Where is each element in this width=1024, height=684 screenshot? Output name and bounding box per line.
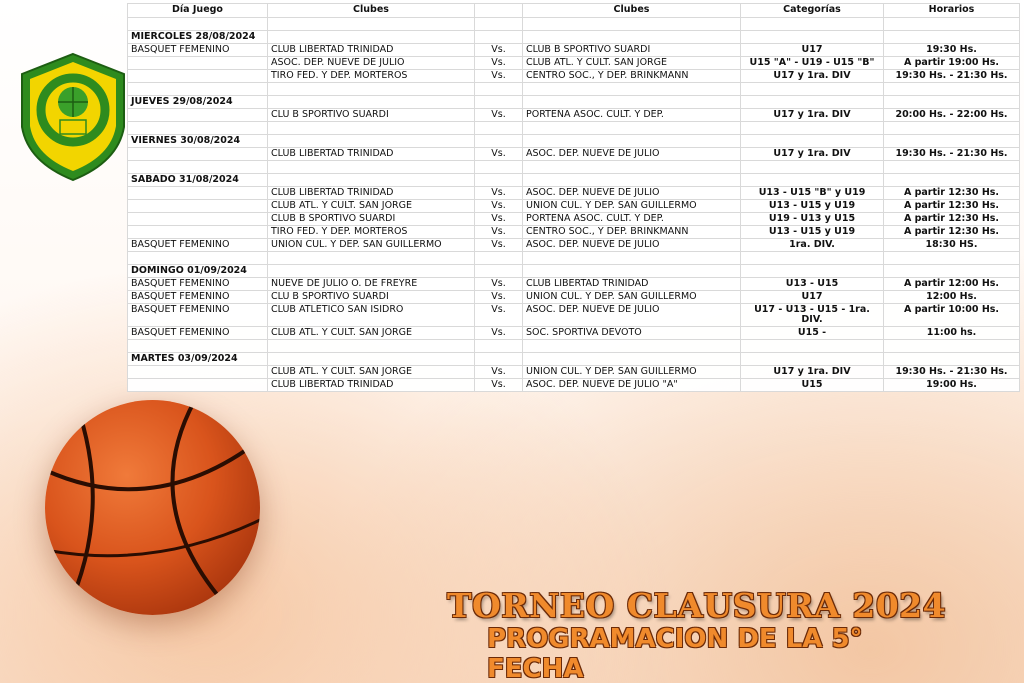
game-category-label: BASQUET FEMENINO <box>128 304 268 327</box>
away-club: CENTRO SOC., Y DEP. BRINKMANN <box>523 226 741 239</box>
home-club: TIRO FED. Y DEP. MORTEROS <box>268 226 475 239</box>
away-club: ASOC. DEP. NUEVE DE JULIO <box>523 187 741 200</box>
categories: U17 y 1ra. DIV <box>741 148 884 161</box>
empty-cell <box>475 174 523 187</box>
empty-cell <box>741 265 884 278</box>
home-club: CLUB LIBERTAD TRINIDAD <box>268 187 475 200</box>
versus-label: Vs. <box>475 379 523 392</box>
game-row <box>128 366 1020 379</box>
categories: U19 - U13 y U15 <box>741 213 884 226</box>
day-title: MARTES 03/09/2024 <box>128 353 268 366</box>
game-category-label <box>128 379 268 392</box>
game-category-label <box>128 148 268 161</box>
empty-cell <box>268 174 475 187</box>
categories: U15 - <box>741 327 884 340</box>
home-club: CLUB ATL. Y CULT. SAN JORGE <box>268 366 475 379</box>
round-subtitle: PROGRAMACION DE LA 5° FECHA <box>487 624 863 684</box>
day-header-row <box>128 174 1020 187</box>
game-category-label: BASQUET FEMENINO <box>128 278 268 291</box>
game-row <box>128 379 1020 392</box>
home-club: CLUB ATL. Y CULT. SAN JORGE <box>268 200 475 213</box>
versus-label: Vs. <box>475 109 523 122</box>
game-time: 19:30 Hs. - 21:30 Hs. <box>884 366 1020 379</box>
game-time: A partir 12:30 Hs. <box>884 226 1020 239</box>
away-club: UNION CUL. Y DEP. SAN GUILLERMO <box>523 291 741 304</box>
empty-cell <box>475 353 523 366</box>
game-row <box>128 327 1020 340</box>
game-row <box>128 109 1020 122</box>
empty-cell <box>741 31 884 44</box>
versus-label: Vs. <box>475 239 523 252</box>
game-time: 19:00 Hs. <box>884 379 1020 392</box>
empty-cell <box>268 31 475 44</box>
empty-cell <box>884 174 1020 187</box>
away-club: CENTRO SOC., Y DEP. BRINKMANN <box>523 70 741 83</box>
day-header-row <box>128 96 1020 109</box>
empty-cell <box>268 96 475 109</box>
versus-label: Vs. <box>475 200 523 213</box>
game-category-label <box>128 70 268 83</box>
categories: U17 y 1ra. DIV <box>741 366 884 379</box>
day-header-row <box>128 135 1020 148</box>
game-row <box>128 278 1020 291</box>
away-club: SOC. SPORTIVA DEVOTO <box>523 327 741 340</box>
header-clubes-local: Clubes <box>268 4 475 18</box>
categories: U17 - U13 - U15 - 1ra. DIV. <box>741 304 884 327</box>
game-category-label: BASQUET FEMENINO <box>128 291 268 304</box>
spacer-row <box>128 83 1020 96</box>
away-club: CLUB LIBERTAD TRINIDAD <box>523 278 741 291</box>
day-header-row <box>128 31 1020 44</box>
home-club: CLUB LIBERTAD TRINIDAD <box>268 44 475 57</box>
game-time: A partir 19:00 Hs. <box>884 57 1020 70</box>
day-title: DOMINGO 01/09/2024 <box>128 265 268 278</box>
away-club: CLUB B SPORTIVO SUARDI <box>523 44 741 57</box>
day-title: MIERCOLES 28/08/2024 <box>128 31 268 44</box>
versus-label: Vs. <box>475 148 523 161</box>
header-horarios: Horarios <box>884 4 1020 18</box>
away-club: ASOC. DEP. NUEVE DE JULIO <box>523 239 741 252</box>
empty-cell <box>523 353 741 366</box>
game-time: 19:30 Hs. - 21:30 Hs. <box>884 70 1020 83</box>
game-row <box>128 291 1020 304</box>
empty-cell <box>268 135 475 148</box>
association-logo <box>18 52 128 182</box>
empty-cell <box>884 31 1020 44</box>
game-row <box>128 187 1020 200</box>
home-club: TIRO FED. Y DEP. MORTEROS <box>268 70 475 83</box>
empty-cell <box>523 174 741 187</box>
categories: U13 - U15 y U19 <box>741 200 884 213</box>
versus-label: Vs. <box>475 366 523 379</box>
game-row <box>128 213 1020 226</box>
day-header-row <box>128 353 1020 366</box>
game-time: 20:00 Hs. - 22:00 Hs. <box>884 109 1020 122</box>
empty-cell <box>475 135 523 148</box>
game-time: A partir 12:30 Hs. <box>884 213 1020 226</box>
empty-cell <box>475 96 523 109</box>
versus-label: Vs. <box>475 57 523 70</box>
spacer-row <box>128 340 1020 353</box>
versus-label: Vs. <box>475 226 523 239</box>
categories: U13 - U15 <box>741 278 884 291</box>
day-title: JUEVES 29/08/2024 <box>128 96 268 109</box>
away-club: UNION CUL. Y DEP. SAN GUILLERMO <box>523 366 741 379</box>
home-club: CLUB LIBERTAD TRINIDAD <box>268 379 475 392</box>
home-club: NUEVE DE JULIO O. DE FREYRE <box>268 278 475 291</box>
categories: U15 "A" - U19 - U15 "B" <box>741 57 884 70</box>
away-club: CLUB ATL. Y CULT. SAN JORGE <box>523 57 741 70</box>
tournament-title: TORNEO CLAUSURA 2024 <box>447 586 947 625</box>
home-club: CLU B SPORTIVO SUARDI <box>268 109 475 122</box>
empty-cell <box>523 31 741 44</box>
away-club: PORTEÑA ASOC. CULT. Y DEP. <box>523 213 741 226</box>
home-club: CLUB LIBERTAD TRINIDAD <box>268 148 475 161</box>
versus-label: Vs. <box>475 304 523 327</box>
versus-label: Vs. <box>475 278 523 291</box>
game-row <box>128 148 1020 161</box>
game-category-label <box>128 109 268 122</box>
schedule-body <box>128 18 1020 392</box>
game-time: 18:30 HS. <box>884 239 1020 252</box>
header-dia-juego: Día Juego <box>128 4 268 18</box>
game-time: A partir 10:00 Hs. <box>884 304 1020 327</box>
categories: U17 <box>741 291 884 304</box>
categories: U13 - U15 y U19 <box>741 226 884 239</box>
categories: U15 <box>741 379 884 392</box>
home-club: ASOC. DEP. NUEVE DE JULIO <box>268 57 475 70</box>
empty-cell <box>741 174 884 187</box>
game-time: A partir 12:30 Hs. <box>884 200 1020 213</box>
game-category-label <box>128 366 268 379</box>
game-category-label <box>128 213 268 226</box>
game-time: A partir 12:30 Hs. <box>884 187 1020 200</box>
game-row <box>128 57 1020 70</box>
empty-cell <box>741 353 884 366</box>
empty-cell <box>884 135 1020 148</box>
game-category-label <box>128 226 268 239</box>
home-club: UNION CUL. Y DEP. SAN GUILLERMO <box>268 239 475 252</box>
game-time: A partir 12:00 Hs. <box>884 278 1020 291</box>
versus-label: Vs. <box>475 327 523 340</box>
away-club: UNION CUL. Y DEP. SAN GUILLERMO <box>523 200 741 213</box>
spacer-row <box>128 161 1020 174</box>
game-row <box>128 239 1020 252</box>
header-categorias: Categorías <box>741 4 884 18</box>
game-time: 11:00 hs. <box>884 327 1020 340</box>
table-header-row <box>128 4 1020 18</box>
categories: U13 - U15 "B" y U19 <box>741 187 884 200</box>
day-title: VIERNES 30/08/2024 <box>128 135 268 148</box>
empty-cell <box>884 353 1020 366</box>
empty-cell <box>475 265 523 278</box>
home-club: CLU B SPORTIVO SUARDI <box>268 291 475 304</box>
versus-label: Vs. <box>475 213 523 226</box>
empty-cell <box>741 135 884 148</box>
home-club: CLUB ATLETICO SAN ISIDRO <box>268 304 475 327</box>
versus-label: Vs. <box>475 187 523 200</box>
game-category-label <box>128 57 268 70</box>
game-time: 12:00 Hs. <box>884 291 1020 304</box>
away-club: PORTEÑA ASOC. CULT. Y DEP. <box>523 109 741 122</box>
empty-cell <box>523 96 741 109</box>
game-row <box>128 44 1020 57</box>
away-club: ASOC. DEP. NUEVE DE JULIO <box>523 148 741 161</box>
spacer-row <box>128 122 1020 135</box>
home-club: CLUB B SPORTIVO SUARDI <box>268 213 475 226</box>
versus-label: Vs. <box>475 70 523 83</box>
header-clubes-visitante: Clubes <box>523 4 741 18</box>
home-club: CLUB ATL. Y CULT. SAN JORGE <box>268 327 475 340</box>
game-time: 19:30 Hs. <box>884 44 1020 57</box>
away-club: ASOC. DEP. NUEVE DE JULIO "A" <box>523 379 741 392</box>
empty-cell <box>523 135 741 148</box>
empty-cell <box>268 265 475 278</box>
spacer-row <box>128 18 1020 31</box>
versus-label: Vs. <box>475 44 523 57</box>
basketball-image <box>45 400 260 615</box>
game-row <box>128 200 1020 213</box>
away-club: ASOC. DEP. NUEVE DE JULIO <box>523 304 741 327</box>
header-vs <box>475 4 523 18</box>
empty-cell <box>884 265 1020 278</box>
game-category-label <box>128 200 268 213</box>
empty-cell <box>884 96 1020 109</box>
game-category-label: BASQUET FEMENINO <box>128 44 268 57</box>
game-category-label: BASQUET FEMENINO <box>128 239 268 252</box>
game-row <box>128 70 1020 83</box>
day-header-row <box>128 265 1020 278</box>
categories: U17 <box>741 44 884 57</box>
empty-cell <box>741 96 884 109</box>
game-time: 19:30 Hs. - 21:30 Hs. <box>884 148 1020 161</box>
spacer-row <box>128 252 1020 265</box>
empty-cell <box>523 265 741 278</box>
day-title: SABADO 31/08/2024 <box>128 174 268 187</box>
versus-label: Vs. <box>475 291 523 304</box>
empty-cell <box>268 353 475 366</box>
game-row <box>128 226 1020 239</box>
empty-cell <box>475 31 523 44</box>
schedule-table <box>127 3 1020 392</box>
categories: 1ra. DIV. <box>741 239 884 252</box>
game-category-label <box>128 187 268 200</box>
game-category-label: BASQUET FEMENINO <box>128 327 268 340</box>
categories: U17 y 1ra. DIV <box>741 70 884 83</box>
categories: U17 y 1ra. DIV <box>741 109 884 122</box>
game-row <box>128 304 1020 327</box>
basketball-lines <box>45 400 260 615</box>
